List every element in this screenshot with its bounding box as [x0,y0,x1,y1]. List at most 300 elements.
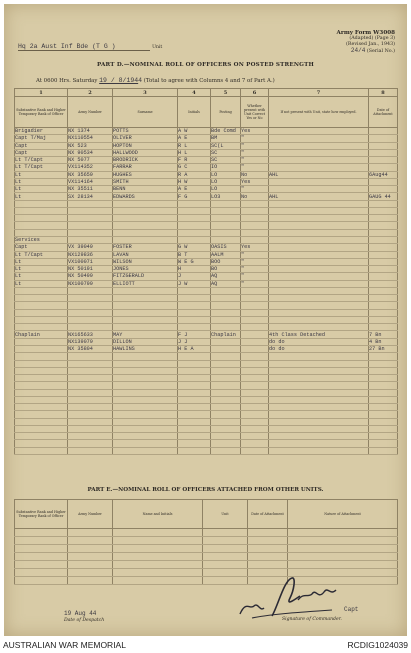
cell-posting [211,207,241,214]
cell-num: NX139079 [68,338,113,345]
cell-rank: Lt [15,266,68,273]
roll-year-digit: 4 [138,77,143,84]
cell-num: NX 1374 [68,128,113,135]
cell-num: NX 523 [68,142,113,149]
archive-caption: AUSTRALIAN WAR MEMORIAL [3,640,126,650]
cell-name [113,360,178,367]
unit-line [18,42,162,51]
table-row [15,316,398,323]
table-row [15,200,398,207]
cell-note [269,396,369,403]
cell-date [369,375,398,382]
cell-posting: OASIS [211,244,241,251]
table-row [15,157,398,164]
attached-table-row [15,545,398,553]
cell-init [178,222,211,229]
cell-init: W E G [178,258,211,265]
cell-note [269,360,369,367]
attached-cell [248,545,288,553]
cell-date [369,186,398,193]
cell-date [369,447,398,454]
cell-name [113,404,178,411]
cell-posting [211,302,241,309]
table-row [15,433,398,440]
cell-note [269,353,369,360]
cell-note [269,389,369,396]
table-row [15,178,398,185]
table-row [15,135,398,142]
cell-name [113,447,178,454]
cell-date [369,396,398,403]
cell-posting [211,229,241,236]
cell-name [113,215,178,222]
cell-name [113,367,178,374]
cell-date [369,309,398,316]
cell-posting [211,338,241,345]
cell-name: HOPTON [113,142,178,149]
cell-date [369,295,398,302]
cell-date [369,273,398,280]
cell-name: FOSTER [113,244,178,251]
cell-date [369,353,398,360]
cell-num [68,287,113,294]
cell-note [269,302,369,309]
cell-note [269,367,369,374]
cell-init: H L [178,149,211,156]
attached-column-header: Date of Attachment [248,500,288,529]
column-header: Initials [178,97,211,128]
cell-rank [15,418,68,425]
cell-note [269,433,369,440]
cell-present: No [241,171,269,178]
attached-cell [68,529,113,537]
cell-init: J J [178,338,211,345]
cell-rank: Brigadier [15,128,68,135]
cell-posting: AALM [211,251,241,258]
column-number: 2 [68,89,113,97]
cell-date [369,200,398,207]
cell-rank: Capt [15,149,68,156]
cell-name [113,287,178,294]
cell-rank: Capt [15,142,68,149]
cell-num [68,302,113,309]
form-adapted: (Adapted) (Page 3) [349,36,395,41]
cell-note [269,207,369,214]
cell-posting [211,360,241,367]
part-d-title: PART D.—NOMINAL ROLL OF OFFICERS ON POSTED STRENGTH [97,62,314,68]
cell-date [369,280,398,287]
cell-note [269,375,369,382]
cell-note [269,178,369,185]
cell-init [178,215,211,222]
cell-date [369,411,398,418]
cell-init [178,440,211,447]
cell-present: " [241,164,269,171]
cell-rank: Services [15,236,68,243]
cell-note [269,164,369,171]
cell-present [241,440,269,447]
cell-num [68,425,113,432]
attached-cell [288,553,398,561]
cell-num: VX114164 [68,178,113,185]
cell-rank [15,287,68,294]
roll-date: 19 / 8/194 [99,77,139,84]
cell-present [241,360,269,367]
cell-num [68,229,113,236]
cell-posting: BM [211,135,241,142]
cell-name: FARRAR [113,164,178,171]
cell-posting [211,287,241,294]
cell-num [68,404,113,411]
cell-posting [211,375,241,382]
cell-present: " [241,251,269,258]
cell-name: LAVAN [113,251,178,258]
cell-date [369,178,398,185]
cell-rank [15,295,68,302]
column-number: 3 [113,89,178,97]
attached-cell [248,553,288,561]
cell-name [113,396,178,403]
cell-posting: SC(L [211,142,241,149]
serial-value: 24/4 [350,47,366,54]
column-number: 8 [369,89,398,97]
attached-cell [15,553,68,561]
cell-init [178,324,211,331]
cell-present [241,309,269,316]
cell-rank [15,433,68,440]
cell-note [269,149,369,156]
attached-cell [15,529,68,537]
attached-cell [68,553,113,561]
column-number: 4 [178,89,211,97]
cell-rank [15,396,68,403]
attached-cell [15,577,68,585]
signature-label: Signature of Commander. [282,617,342,622]
cell-note [269,186,369,193]
table-row [15,186,398,193]
cell-date [369,164,398,171]
cell-present [241,375,269,382]
cell-init: H E A [178,345,211,352]
cell-note [269,258,369,265]
cell-rank [15,367,68,374]
cell-note [269,222,369,229]
cell-posting [211,215,241,222]
cell-init [178,287,211,294]
cell-note: AHL [269,171,369,178]
cell-init [178,353,211,360]
cell-date [369,360,398,367]
part-d-subtitle [36,77,275,84]
cell-name: MAY [113,331,178,338]
attached-column-header: Nature of Attachment [288,500,398,529]
cell-init [178,404,211,411]
attached-cell [203,561,248,569]
cell-rank: Lt T/Capt [15,157,68,164]
cell-note [269,142,369,149]
cell-name: FITZGERALD [113,273,178,280]
cell-name: HALLWOOD [113,149,178,156]
officers-table [14,88,398,455]
cell-note [269,215,369,222]
cell-init [178,302,211,309]
attached-cell [68,561,113,569]
cell-present [241,382,269,389]
cell-num: VX114352 [68,164,113,171]
cell-present: Yes [241,128,269,135]
cell-init [178,447,211,454]
cell-date [369,207,398,214]
attached-column-header: Substantive Rank and Higher Temporary Rank of Officer [15,500,68,529]
despatch-date: 19 Aug 44 [64,610,97,617]
cell-date [369,316,398,323]
cell-name: BENN [113,186,178,193]
cell-rank [15,207,68,214]
cell-present: " [241,258,269,265]
cell-note [269,440,369,447]
cell-num: NX 35659 [68,171,113,178]
cell-num [68,353,113,360]
cell-rank: Lt [15,193,68,200]
cell-date [369,258,398,265]
cell-present: " [241,266,269,273]
table-row [15,360,398,367]
cell-present [241,433,269,440]
cell-rank [15,200,68,207]
cell-init [178,207,211,214]
attached-cell [288,561,398,569]
cell-init: J [178,273,211,280]
attached-cell [113,577,203,585]
cell-posting [211,440,241,447]
cell-num: NX110554 [68,135,113,142]
cell-num: VX100071 [68,258,113,265]
cell-num [68,316,113,323]
attached-cell [113,569,203,577]
despatch-label: Date of Despatch [64,618,105,623]
table-row [15,367,398,374]
table-row [15,375,398,382]
cell-rank: Lt [15,186,68,193]
attached-cell [248,529,288,537]
cell-present [241,396,269,403]
cell-date [369,440,398,447]
cell-init [178,236,211,243]
attached-table-row [15,529,398,537]
cell-posting: LO [211,178,241,185]
cell-init [178,200,211,207]
cell-posting [211,236,241,243]
cell-note [269,266,369,273]
cell-date [369,324,398,331]
cell-present [241,425,269,432]
cell-init [178,309,211,316]
cell-name [113,389,178,396]
cell-init: B T [178,251,211,258]
table-row [15,345,398,352]
cell-name [113,375,178,382]
cell-name: HAWLINS [113,345,178,352]
attached-cell [113,553,203,561]
table-row [15,280,398,287]
column-header: Date of Attachment [369,97,398,128]
cell-present: " [241,186,269,193]
cell-num: NX 90534 [68,149,113,156]
cell-rank [15,229,68,236]
cell-num: SX 28134 [68,193,113,200]
cell-posting [211,309,241,316]
unit-label: Unit [152,45,163,50]
cell-name [113,309,178,316]
cell-present: " [241,135,269,142]
attached-table-row [15,537,398,545]
cell-num [68,367,113,374]
cell-present: Yes [241,244,269,251]
cell-present [241,324,269,331]
form-reference [337,30,395,55]
table-row [15,273,398,280]
cell-name [113,229,178,236]
cell-init [178,425,211,432]
cell-date: 27 Bn [369,345,398,352]
cell-note [269,411,369,418]
column-number: 1 [15,89,68,97]
cell-rank: Lt [15,280,68,287]
cell-name [113,440,178,447]
cell-date [369,149,398,156]
cell-posting: LO3 [211,193,241,200]
cell-date [369,128,398,135]
cell-posting [211,353,241,360]
cell-note: do do [269,338,369,345]
attached-table-row [15,553,398,561]
cell-present [241,447,269,454]
cell-present [241,295,269,302]
cell-init [178,382,211,389]
archive-id: RCDIG1024039 [347,640,408,650]
cell-date [369,222,398,229]
attached-cell [15,537,68,545]
cell-present [241,302,269,309]
cell-num [68,418,113,425]
cell-init: F J [178,331,211,338]
attached-cell [203,537,248,545]
column-number: 6 [241,89,269,97]
cell-init: H W [178,178,211,185]
cell-posting [211,418,241,425]
cell-name [113,222,178,229]
cell-num [68,389,113,396]
attached-table-row [15,561,398,569]
time-prefix: At 0600 Hrs. Saturday [36,78,98,84]
cell-init: F G [178,193,211,200]
cell-num: VX 39049 [68,244,113,251]
cell-name: WILSON [113,258,178,265]
attached-cell [113,561,203,569]
cell-rank [15,425,68,432]
table-row [15,207,398,214]
cell-init [178,411,211,418]
table-row [15,396,398,403]
cell-name [113,302,178,309]
cell-num [68,440,113,447]
cell-num [68,396,113,403]
attached-cell [15,545,68,553]
cell-date [369,142,398,149]
table-row [15,251,398,258]
cell-note [269,280,369,287]
cell-num [68,382,113,389]
cell-present [241,229,269,236]
cell-rank [15,411,68,418]
column-number: 7 [269,89,369,97]
cell-rank: Lt [15,258,68,265]
cell-present [241,215,269,222]
cell-init: R A [178,171,211,178]
cell-name: ELLIOTT [113,280,178,287]
cell-name: JONES [113,266,178,273]
table-row [15,338,398,345]
cell-init: H [178,266,211,273]
cell-rank [15,324,68,331]
attached-column-header: Unit [203,500,248,529]
cell-rank [15,375,68,382]
cell-rank [15,382,68,389]
cell-rank: Capt T/Maj [15,135,68,142]
table-row [15,404,398,411]
cell-date [369,244,398,251]
cell-posting: AQ [211,273,241,280]
cell-num [68,295,113,302]
table-row [15,164,398,171]
cell-num: NX 35804 [68,345,113,352]
cell-init [178,418,211,425]
cell-date [369,425,398,432]
serial-label: (Serial No.) [366,49,395,54]
cell-present [241,353,269,360]
cell-posting [211,404,241,411]
form-title: Army Form W3008 [336,30,395,36]
cell-posting [211,382,241,389]
cell-note [269,309,369,316]
cell-posting [211,425,241,432]
cell-present [241,200,269,207]
cell-name [113,236,178,243]
cell-num [68,324,113,331]
cell-num [68,207,113,214]
cell-init: A E [178,135,211,142]
cell-name [113,324,178,331]
cell-posting [211,222,241,229]
attached-cell [288,537,398,545]
cell-num: NX 50499 [68,273,113,280]
cell-note: 4th Class Detached [269,331,369,338]
cell-note [269,447,369,454]
cell-date: GAUG 44 [369,193,398,200]
table-row [15,418,398,425]
table-row [15,309,398,316]
cell-note [269,251,369,258]
cell-name [113,418,178,425]
cell-note [269,157,369,164]
cell-note [269,382,369,389]
cell-date [369,418,398,425]
cell-rank: Lt [15,273,68,280]
cell-present [241,207,269,214]
cell-date [369,367,398,374]
cell-posting: AQ [211,280,241,287]
cell-rank [15,404,68,411]
